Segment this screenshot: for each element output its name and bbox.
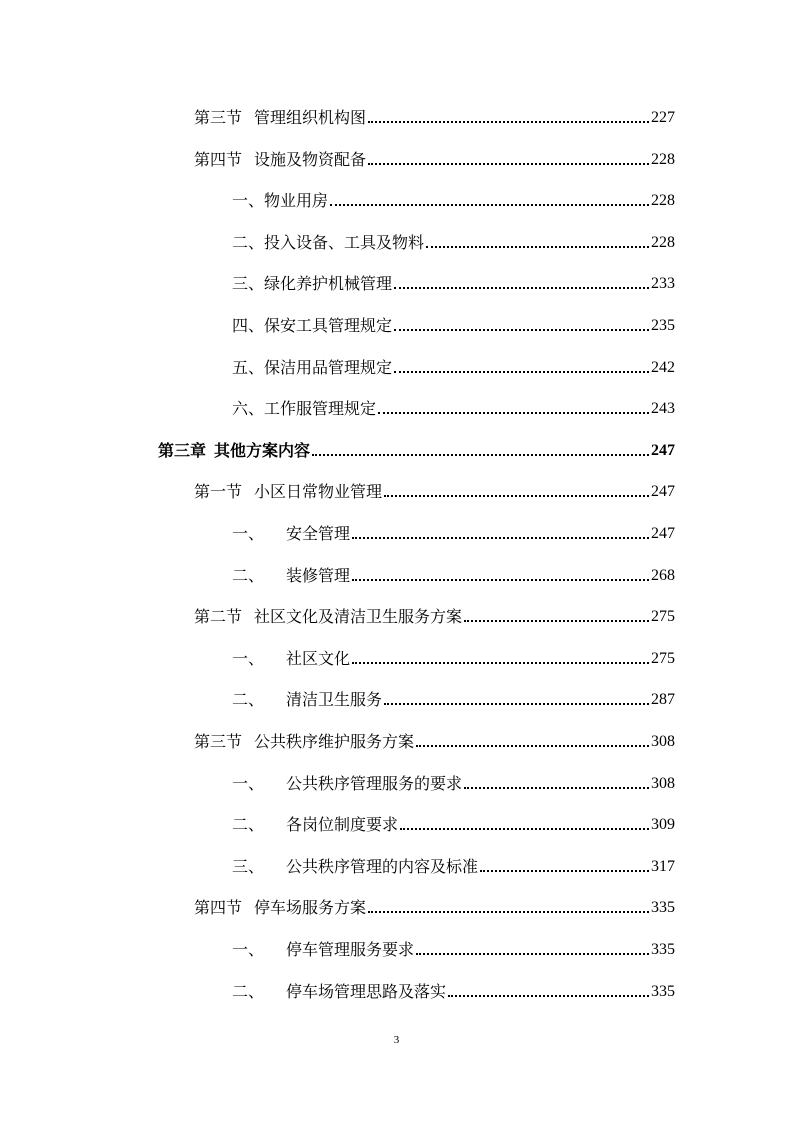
toc-entry-title <box>232 690 382 710</box>
toc-entry-page: 317 <box>651 858 675 875</box>
dot-leader <box>368 121 649 123</box>
toc-entry-title <box>232 982 446 1002</box>
page-number: 3 <box>393 1034 400 1046</box>
toc-entry-number: 二、 <box>232 982 265 1001</box>
toc-entry-title <box>232 358 392 378</box>
dot-leader <box>426 246 649 248</box>
toc-entry-text: 各岗位制度要求 <box>286 815 399 834</box>
toc-entry[interactable] <box>232 770 675 794</box>
toc-entry-title <box>194 898 366 918</box>
dot-leader <box>384 703 649 705</box>
toc-entry-text: 物业用房 <box>264 191 329 210</box>
toc-entry-page: 228 <box>651 151 675 168</box>
toc-entry-title <box>194 607 462 627</box>
toc-entry[interactable] <box>194 728 675 752</box>
toc-entry-text: 公共秩序管理服务的要求 <box>286 774 463 793</box>
toc-entry-number: 二、 <box>232 233 265 252</box>
toc-entry[interactable] <box>232 187 675 211</box>
toc-entry-text: 设施及物资配备 <box>254 150 367 169</box>
dot-leader <box>312 454 649 456</box>
toc-entry-title <box>232 815 398 835</box>
dot-leader <box>352 579 649 581</box>
toc-entry-page: 247 <box>651 483 675 500</box>
toc-entry-title <box>232 940 414 960</box>
toc-entry-number: 第二节 <box>194 607 243 626</box>
toc-entry-page: 335 <box>651 941 675 958</box>
toc-entry-text: 安全管理 <box>286 524 351 543</box>
toc-entry-number: 四、 <box>232 316 265 335</box>
toc-entry-number: 三、 <box>232 274 265 293</box>
toc-entry-text: 装修管理 <box>286 566 351 585</box>
dot-leader <box>464 620 649 622</box>
toc-entry-text: 保安工具管理规定 <box>264 316 393 335</box>
toc-entry[interactable] <box>194 146 675 170</box>
toc-entry-number: 第一节 <box>194 482 243 501</box>
toc-entry-text: 社区文化 <box>286 649 351 668</box>
toc-entry-page: 287 <box>651 691 675 708</box>
toc-entry-text: 工作服管理规定 <box>264 399 377 418</box>
toc-entry[interactable] <box>232 312 675 336</box>
toc-entry-page: 309 <box>651 816 675 833</box>
toc-entry[interactable] <box>232 686 675 710</box>
toc-entry[interactable] <box>232 270 675 294</box>
dot-leader <box>448 995 649 997</box>
toc-entry-page: 228 <box>651 234 675 251</box>
toc-entry[interactable] <box>232 811 675 835</box>
dot-leader <box>368 163 649 165</box>
dot-leader <box>394 287 649 289</box>
toc-entry-title <box>232 274 392 294</box>
toc-entry-page: 235 <box>651 317 675 334</box>
toc-entry[interactable] <box>232 354 675 378</box>
toc-entry-text: 停车场服务方案 <box>254 898 367 917</box>
toc-entry[interactable] <box>232 853 675 877</box>
dot-leader <box>416 745 649 747</box>
toc-entry-page: 275 <box>651 650 675 667</box>
toc-entry-number: 二、 <box>232 566 265 585</box>
toc-entry-page: 335 <box>651 983 675 1000</box>
toc-entry-text: 停车场管理思路及落实 <box>286 982 447 1001</box>
toc-entry-text: 其他方案内容 <box>214 441 311 460</box>
toc-entry-title <box>232 316 392 336</box>
toc-entry[interactable] <box>232 645 675 669</box>
toc-entry-number: 一、 <box>232 940 265 959</box>
toc-entry-page: 227 <box>651 109 675 126</box>
toc-entry-text: 保洁用品管理规定 <box>264 358 393 377</box>
toc-entry-page: 228 <box>651 192 675 209</box>
toc-entry[interactable] <box>158 437 675 461</box>
dot-leader <box>416 953 649 955</box>
dot-leader <box>394 329 649 331</box>
toc-entry[interactable] <box>194 894 675 918</box>
dot-leader <box>480 870 649 872</box>
toc-entry-page: 247 <box>651 525 675 542</box>
toc-entry-text: 投入设备、工具及物料 <box>264 233 425 252</box>
dot-leader <box>352 662 649 664</box>
toc-entry-page: 247 <box>651 442 675 459</box>
toc-entry-number: 一、 <box>232 649 265 668</box>
toc-entry[interactable] <box>232 520 675 544</box>
toc-entry-text: 管理组织机构图 <box>254 108 367 127</box>
toc-entry-number: 一、 <box>232 191 265 210</box>
toc-entry-text: 公共秩序维护服务方案 <box>254 732 415 751</box>
dot-leader <box>378 412 649 414</box>
toc-entry-title <box>194 108 366 128</box>
toc-entry-number: 二、 <box>232 690 265 709</box>
toc-entry-text: 小区日常物业管理 <box>254 482 383 501</box>
toc-entry-title <box>194 150 366 170</box>
toc-entry[interactable] <box>194 478 675 502</box>
toc-entry-number: 二、 <box>232 815 265 834</box>
toc-entry[interactable] <box>232 978 675 1002</box>
toc-entry-title <box>232 566 350 586</box>
toc-entry-number: 第三章 <box>158 441 207 460</box>
toc-entry-number: 三、 <box>232 857 265 876</box>
toc-entry[interactable] <box>194 603 675 627</box>
toc-entry-text: 绿化养护机械管理 <box>264 274 393 293</box>
toc-entry-title <box>194 732 414 752</box>
toc-entry-page: 308 <box>651 775 675 792</box>
dot-leader <box>384 495 649 497</box>
toc-entry-title <box>232 649 350 669</box>
toc-entry-number: 一、 <box>232 524 265 543</box>
dot-leader <box>400 828 649 830</box>
toc-entry-page: 233 <box>651 275 675 292</box>
toc-entry[interactable] <box>232 395 675 419</box>
dot-leader <box>368 911 649 913</box>
toc-entry-page: 242 <box>651 359 675 376</box>
toc-entry-number: 六、 <box>232 399 265 418</box>
toc-entry-page: 335 <box>651 899 675 916</box>
toc-entry-text: 公共秩序管理的内容及标准 <box>286 857 479 876</box>
toc-entry-page: 275 <box>651 608 675 625</box>
toc-entry-text: 社区文化及清洁卫生服务方案 <box>254 607 463 626</box>
dot-leader <box>464 787 649 789</box>
toc-entry-title <box>158 441 310 461</box>
toc-entry-number: 一、 <box>232 774 265 793</box>
toc-entry-title <box>232 524 350 544</box>
toc-entry[interactable] <box>232 936 675 960</box>
toc-entry-number: 第三节 <box>194 108 243 127</box>
toc-entry-page: 243 <box>651 400 675 417</box>
toc-entry-page: 308 <box>651 733 675 750</box>
toc-entry-title <box>232 399 376 419</box>
toc-entry-title <box>232 191 328 211</box>
toc-entry-title <box>232 774 462 794</box>
toc-entry-title <box>232 233 424 253</box>
toc-entry-title <box>194 482 382 502</box>
toc-entry-text: 清洁卫生服务 <box>286 690 383 709</box>
toc-entry-number: 五、 <box>232 358 265 377</box>
toc-entry[interactable] <box>194 104 675 128</box>
toc-entry-title <box>232 857 478 877</box>
toc-entry-number: 第三节 <box>194 732 243 751</box>
dot-leader <box>330 204 649 206</box>
toc-entry-number: 第四节 <box>194 150 243 169</box>
toc-entry-number: 第四节 <box>194 898 243 917</box>
dot-leader <box>394 371 649 373</box>
toc-entry-page: 268 <box>651 567 675 584</box>
toc-entry[interactable] <box>232 562 675 586</box>
toc-entry[interactable] <box>232 229 675 253</box>
toc-entry-text: 停车管理服务要求 <box>286 940 415 959</box>
dot-leader <box>352 537 649 539</box>
